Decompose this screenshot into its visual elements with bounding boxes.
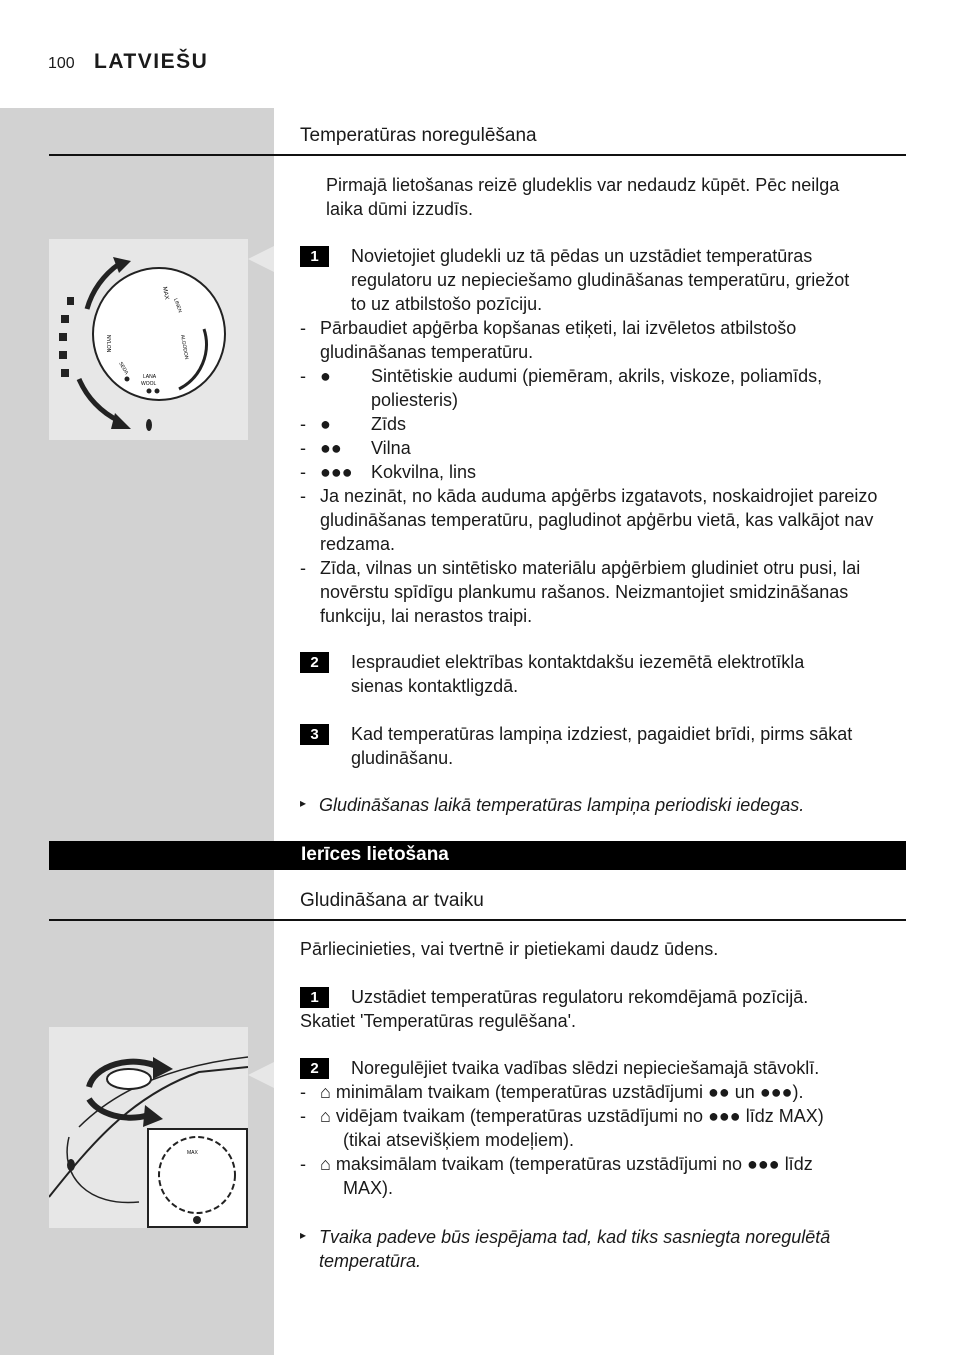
steam-step-2: Noregulējiet tvaika vadības slēdzi nepieciešamajā stāvoklī. (351, 1058, 820, 1078)
section-title-steam: Gludināšana ar tvaiku (300, 890, 484, 911)
section-bar: Ierīces lietošana (49, 841, 906, 870)
svg-text:MAX: MAX (187, 1150, 198, 1156)
steam-step-1: Uzstādiet temperatūras regulatoru rekomdējamā pozīcijā. (351, 987, 809, 1007)
svg-text:MAX: MAX (161, 286, 170, 301)
step-number: 2 (300, 652, 329, 673)
step-2-text: Iespraudiet elektrības kontaktdakšu iezemētā elektrotīkla sienas kontaktligzdā. (351, 652, 805, 696)
dial-icon (49, 239, 248, 440)
steam-note-text: Tvaika padeve būs iespējama tad, kad tiks sasniegta noregulētā temperatūra. (319, 1227, 831, 1271)
section-rule (49, 154, 906, 156)
section-title-temperature: Temperatūras noregulēšana (300, 125, 537, 146)
steam-mid-icon: ⌂ (320, 1106, 331, 1126)
arrow-bullet-icon: ▸ (300, 796, 307, 810)
svg-text:NYLON: NYLON (105, 335, 111, 353)
dot-icon: ● (320, 366, 331, 386)
step-number: 1 (300, 246, 329, 267)
step-number: 3 (300, 724, 329, 745)
dot-icon: ● (320, 414, 331, 434)
step-1-text: Novietojiet gludekli uz tā pēdas un uzstādiet temperatūras regulatoru uz nepieciešamo gludināšanas temperatūru, griežot to uz atbilstošo pozīciju. (351, 246, 850, 314)
dot-icon: ●● (320, 438, 342, 458)
steam-control-illustration (49, 1027, 248, 1228)
svg-text:SEDA: SEDA (117, 361, 130, 376)
figure-pointer (248, 1062, 274, 1088)
svg-text:LINEN: LINEN (172, 297, 183, 314)
steam-max-icon: ⌂ (320, 1154, 331, 1174)
temperature-dial-illustration (49, 239, 248, 440)
arrow-bullet-icon: ▸ (300, 1228, 307, 1242)
section-rule (49, 919, 906, 921)
step-number: 1 (300, 987, 329, 1008)
step-number: 2 (300, 1058, 329, 1079)
steam-step-1-ref: Skatiet 'Temperatūras regulēšana'. (300, 1011, 577, 1031)
steam-knob-icon (49, 1027, 248, 1228)
page-number: 100 (48, 55, 75, 72)
dot-icon: ●●● (320, 462, 353, 482)
svg-text:ALGODON: ALGODON (179, 334, 190, 360)
svg-text:LANA: LANA (143, 374, 157, 380)
intro-paragraph: Pirmajā lietošanas reizē gludeklis var nedaudz kūpēt. Pēc neilga laika dūmi izzudīs. (326, 175, 840, 219)
note-text: Gludināšanas laikā temperatūras lampiņa periodiski iedegas. (319, 795, 805, 815)
svg-text:WOOL: WOOL (141, 381, 157, 387)
language-heading: LATVIEŠU (94, 50, 209, 73)
step-3-text: Kad temperatūras lampiņa izdziest, pagaidiet brīdi, pirms sākat gludināšanu. (351, 724, 853, 768)
steam-min-icon: ⌂ (320, 1082, 331, 1102)
steam-intro: Pārliecinieties, vai tvertnē ir pietiekami daudz ūdens. (300, 939, 719, 959)
figure-pointer (248, 246, 274, 272)
